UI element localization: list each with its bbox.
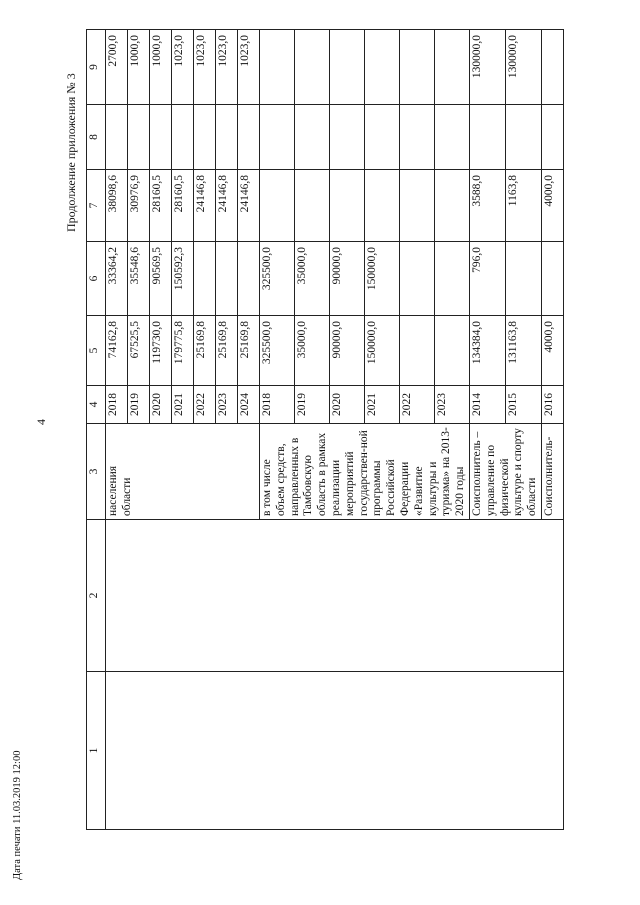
value-cell: 119730,0 bbox=[150, 316, 172, 386]
value-cell: 1023,0 bbox=[238, 30, 260, 105]
value-cell: 35000,0 bbox=[294, 242, 329, 316]
continuation-label: Продолжение приложения № 3 bbox=[64, 73, 78, 232]
value-cell bbox=[469, 105, 505, 170]
col-header-2: 2 bbox=[87, 520, 106, 672]
value-cell: 2700,0 bbox=[106, 30, 128, 105]
year-cell: 2020 bbox=[329, 386, 364, 424]
value-cell bbox=[194, 105, 216, 170]
value-cell: 33364,2 bbox=[106, 242, 128, 316]
value-cell bbox=[294, 105, 329, 170]
year-cell: 2016 bbox=[541, 386, 563, 424]
value-cell bbox=[216, 242, 238, 316]
value-cell: 4000,0 bbox=[541, 170, 563, 242]
desc-cell: Соисполнитель- bbox=[541, 424, 563, 520]
value-cell bbox=[434, 242, 469, 316]
col-header-5: 5 bbox=[87, 316, 106, 386]
value-cell bbox=[541, 30, 563, 105]
value-cell bbox=[399, 242, 434, 316]
header-row bbox=[87, 30, 106, 830]
value-cell: 24146,8 bbox=[238, 170, 260, 242]
value-cell bbox=[364, 105, 399, 170]
value-cell: 325500,0 bbox=[260, 242, 295, 316]
value-cell: 28160,5 bbox=[150, 170, 172, 242]
year-cell: 2018 bbox=[260, 386, 295, 424]
value-cell: 130000,0 bbox=[469, 30, 505, 105]
value-cell bbox=[399, 105, 434, 170]
value-cell: 30976,9 bbox=[128, 170, 150, 242]
value-cell: 150000,0 bbox=[364, 242, 399, 316]
rotated-table-container bbox=[86, 30, 611, 830]
value-cell: 35548,6 bbox=[128, 242, 150, 316]
value-cell bbox=[329, 170, 364, 242]
value-cell bbox=[541, 242, 563, 316]
value-cell bbox=[260, 170, 295, 242]
year-cell: 2023 bbox=[216, 386, 238, 424]
value-cell bbox=[294, 170, 329, 242]
value-cell: 150000,0 bbox=[364, 316, 399, 386]
value-cell bbox=[106, 105, 128, 170]
year-cell: 2014 bbox=[469, 386, 505, 424]
value-cell: 150592,3 bbox=[172, 242, 194, 316]
value-cell bbox=[434, 316, 469, 386]
value-cell bbox=[172, 105, 194, 170]
value-cell: 1000,0 bbox=[128, 30, 150, 105]
value-cell: 1023,0 bbox=[194, 30, 216, 105]
value-cell bbox=[434, 170, 469, 242]
value-cell bbox=[128, 105, 150, 170]
year-cell: 2022 bbox=[399, 386, 434, 424]
value-cell bbox=[238, 242, 260, 316]
value-cell bbox=[150, 105, 172, 170]
value-cell: 1000,0 bbox=[150, 30, 172, 105]
value-cell: 4000,0 bbox=[541, 316, 563, 386]
page-number: 4 bbox=[34, 419, 48, 425]
value-cell bbox=[434, 30, 469, 105]
cell-col2 bbox=[106, 520, 564, 672]
value-cell bbox=[399, 170, 434, 242]
col-header-6: 6 bbox=[87, 242, 106, 316]
value-cell: 38098,6 bbox=[106, 170, 128, 242]
value-cell: 25169,8 bbox=[238, 316, 260, 386]
value-cell: 1023,0 bbox=[172, 30, 194, 105]
value-cell bbox=[505, 105, 541, 170]
budget-table bbox=[86, 29, 564, 830]
value-cell bbox=[399, 30, 434, 105]
col-header-3: 3 bbox=[87, 424, 106, 520]
value-cell: 90569,5 bbox=[150, 242, 172, 316]
year-cell: 2019 bbox=[128, 386, 150, 424]
value-cell: 28160,5 bbox=[172, 170, 194, 242]
desc-cell: населения области bbox=[106, 424, 260, 520]
value-cell: 74162,8 bbox=[106, 316, 128, 386]
desc-cell: Соисполнитель – управление по физической культуре и спорту области bbox=[469, 424, 541, 520]
value-cell: 90000,0 bbox=[329, 316, 364, 386]
value-cell bbox=[434, 105, 469, 170]
value-cell: 67525,5 bbox=[128, 316, 150, 386]
value-cell bbox=[329, 30, 364, 105]
value-cell: 179775,8 bbox=[172, 316, 194, 386]
value-cell: 130000,0 bbox=[505, 30, 541, 105]
col-header-4: 4 bbox=[87, 386, 106, 424]
value-cell bbox=[541, 105, 563, 170]
value-cell bbox=[260, 30, 295, 105]
col-header-9: 9 bbox=[87, 30, 106, 105]
year-cell: 2021 bbox=[364, 386, 399, 424]
value-cell bbox=[238, 105, 260, 170]
value-cell: 24146,8 bbox=[194, 170, 216, 242]
value-cell: 24146,8 bbox=[216, 170, 238, 242]
value-cell: 3588,0 bbox=[469, 170, 505, 242]
year-cell: 2021 bbox=[172, 386, 194, 424]
year-cell: 2019 bbox=[294, 386, 329, 424]
year-cell: 2022 bbox=[194, 386, 216, 424]
year-cell: 2020 bbox=[150, 386, 172, 424]
value-cell: 1023,0 bbox=[216, 30, 238, 105]
value-cell: 25169,8 bbox=[216, 316, 238, 386]
value-cell: 1163,8 bbox=[505, 170, 541, 242]
print-date: Дата печати 11.03.2019 12:00 bbox=[12, 750, 23, 880]
col-header-7: 7 bbox=[87, 170, 106, 242]
value-cell: 90000,0 bbox=[329, 242, 364, 316]
value-cell bbox=[364, 30, 399, 105]
col-header-8: 8 bbox=[87, 105, 106, 170]
year-cell: 2018 bbox=[106, 386, 128, 424]
value-cell: 325500,0 bbox=[260, 316, 295, 386]
value-cell bbox=[260, 105, 295, 170]
cell-col1 bbox=[106, 672, 564, 830]
value-cell bbox=[216, 105, 238, 170]
value-cell bbox=[194, 242, 216, 316]
value-cell bbox=[329, 105, 364, 170]
col-header-1: 1 bbox=[87, 672, 106, 830]
value-cell bbox=[505, 242, 541, 316]
value-cell: 796,0 bbox=[469, 242, 505, 316]
value-cell bbox=[364, 170, 399, 242]
value-cell: 134384,0 bbox=[469, 316, 505, 386]
desc-cell: в том числе объем средств, направленных в Тамбовскую область в рамках реализации мероприятий государствен-ной программы Российской Федерации «Развитие культуры и туризма» на 2013-2020 годы bbox=[260, 424, 470, 520]
year-cell: 2023 bbox=[434, 386, 469, 424]
value-cell bbox=[294, 30, 329, 105]
value-cell bbox=[399, 316, 434, 386]
year-cell: 2015 bbox=[505, 386, 541, 424]
value-cell: 25169,8 bbox=[194, 316, 216, 386]
table-row bbox=[106, 30, 128, 830]
year-cell: 2024 bbox=[238, 386, 260, 424]
value-cell: 131163,8 bbox=[505, 316, 541, 386]
value-cell: 35000,0 bbox=[294, 316, 329, 386]
